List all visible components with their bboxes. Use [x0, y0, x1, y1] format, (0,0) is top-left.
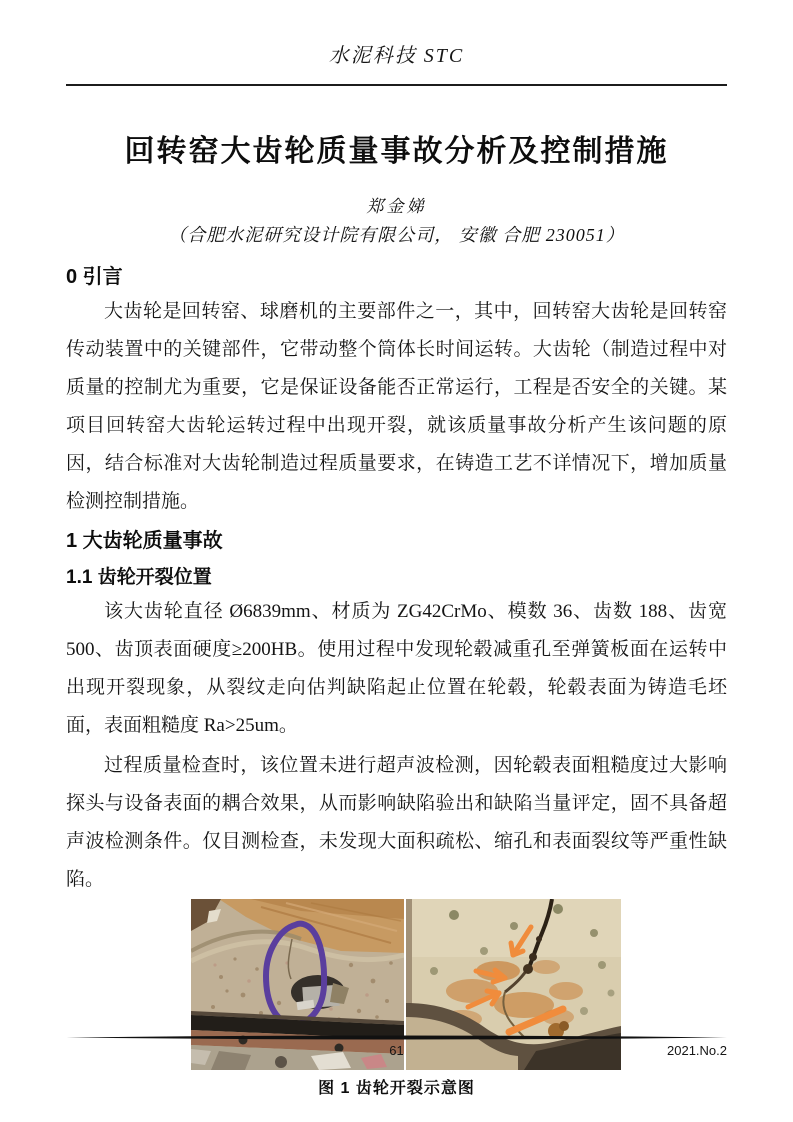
page-number: 61 — [389, 1043, 404, 1058]
article-body — [66, 263, 727, 1100]
figure-1 — [66, 899, 727, 1100]
crack-location-paragraph-1: 该大齿轮直径 Ø6839mm、材质为 ZG42CrMo、模数 36、齿数 188、齿宽 500、齿顶表面硬度≥200HB。使用过程中发现轮毂减重孔至弹簧板面在运转中出现开裂现象，从裂纹走向估判缺陷起止位置在轮毂，轮毂表面为铸造毛坯面，表面粗糙度 Ra>25um。 — [66, 601, 727, 736]
footer-row — [66, 1043, 727, 1059]
section-heading-gear-quality-accident: 1 大齿轮质量事故 — [66, 530, 223, 552]
author-name: 郑金娣 — [366, 197, 427, 216]
journal-title: 水泥科技 STC — [66, 42, 727, 86]
introduction-paragraph: 大齿轮是回转窑、球磨机的主要部件之一，其中，回转窑大齿轮是回转窑传动装置中的关键部件，它带动整个筒体长时间运转。大齿轮（制造过程中对质量的控制尤为重要，它是保证设备能否正常运行，工程是否安全的关键。某项目回转窑大齿轮运转过程中出现开裂，就该质量事故分析产生该问题的原因，结合标准对大齿轮制造过程质量要求，在铸造工艺不详情况下，增加质量检测控制措施。 — [66, 301, 727, 512]
subsection-heading-crack-location: 1.1 齿轮开裂位置 — [66, 567, 212, 588]
issue-number: 2021.No.2 — [667, 1043, 727, 1058]
page-footer — [66, 1034, 727, 1059]
footer-rule — [66, 1034, 727, 1041]
section-heading-introduction: 0 引言 — [66, 266, 123, 288]
crack-location-paragraph-2: 过程质量检查时，该位置未进行超声波检测，因轮毂表面粗糙度过大影响探头与设备表面的耦合效果，从而影响缺陷验出和缺陷当量评定，固不具备超声波检测条件。仅目测检查，未发现大面积疏松、缩孔和表面裂纹等严重性缺陷。 — [66, 755, 727, 890]
figure-caption: 图 1 齿轮开裂示意图 — [318, 1080, 475, 1097]
author-affiliation: （合肥水泥研究设计院有限公司， 安徽 合肥 230051） — [168, 225, 625, 245]
journal-header — [0, 0, 793, 86]
article-title: 回转窑大齿轮质量事故分析及控制措施 — [124, 135, 669, 168]
